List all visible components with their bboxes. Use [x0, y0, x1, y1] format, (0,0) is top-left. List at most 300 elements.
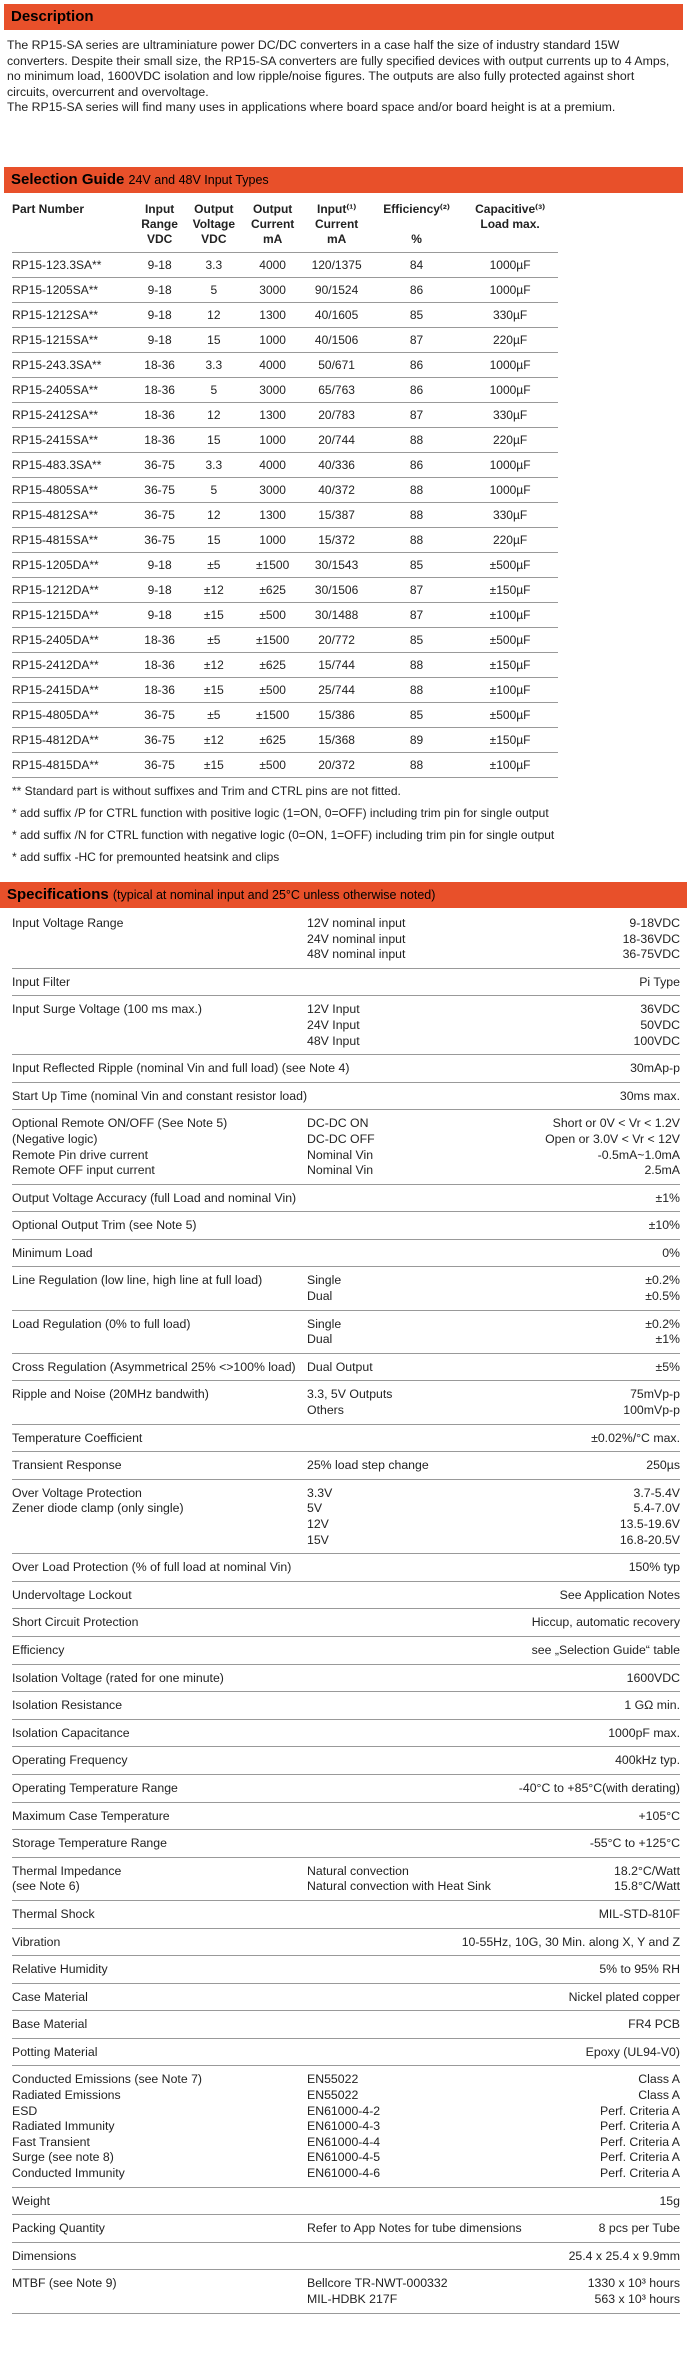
spec-value: [507, 1836, 680, 1852]
spec-line: ±10%: [648, 1218, 680, 1233]
table-cell: 18-36: [134, 652, 184, 677]
spec-line: 100VDC: [633, 1033, 680, 1048]
spec-value: [507, 1615, 680, 1631]
description-title: Description: [11, 8, 94, 25]
spec-row: [12, 916, 680, 969]
spec-row: [12, 1431, 680, 1453]
spec-line: Load Regulation (0% to full load): [12, 1316, 191, 1331]
table-cell: 18-36: [134, 427, 184, 452]
table-cell: RP15-123.3SA**: [12, 252, 134, 277]
table-cell: ±12: [185, 652, 243, 677]
table-cell: 15/372: [302, 527, 371, 552]
spec-line: Short Circuit Protection: [12, 1615, 139, 1630]
spec-condition: [307, 2017, 507, 2033]
spec-value: [507, 916, 680, 963]
spec-line: 18.2°C/Watt: [614, 1863, 680, 1878]
table-cell: 65/763: [302, 377, 371, 402]
spec-line: Transient Response: [12, 1458, 122, 1473]
spec-line: Perf. Criteria A: [600, 2150, 680, 2165]
spec-value: [507, 1962, 680, 1978]
table-cell: 88: [371, 502, 462, 527]
spec-line: Remote OFF input current: [12, 1163, 155, 1178]
table-cell: 85: [371, 627, 462, 652]
spec-line: Perf. Criteria A: [600, 2166, 680, 2181]
table-cell: ±15: [185, 602, 243, 627]
table-cell: ±150µF: [462, 652, 558, 677]
spec-line: 1330 x 10³ hours: [587, 2276, 680, 2291]
spec-line: 1000pF max.: [608, 1725, 680, 1740]
spec-parameter: [12, 1990, 307, 2006]
table-row: [12, 427, 558, 452]
spec-line: FR4 PCB: [628, 2017, 680, 2032]
spec-line: Input Voltage Range: [12, 915, 124, 930]
description-text: [0, 30, 687, 116]
spec-line: 48V nominal input: [307, 947, 406, 962]
table-cell: 1000µF: [462, 252, 558, 277]
table-cell: 9-18: [134, 327, 184, 352]
table-cell: RP15-483.3SA**: [12, 452, 134, 477]
spec-line: Optional Output Trim (see Note 5): [12, 1218, 197, 1233]
spec-row: [12, 2194, 680, 2216]
spec-condition: [307, 1615, 507, 1631]
spec-line: Thermal Shock: [12, 1906, 95, 1921]
spec-condition: [307, 975, 507, 991]
spec-line: Over Load Protection (% of full load at nominal Vin): [12, 1560, 292, 1575]
spec-line: Input Filter: [12, 974, 71, 989]
specifications-header: [0, 882, 687, 908]
spec-condition: [307, 1191, 507, 1207]
spec-parameter: [12, 1458, 307, 1474]
spec-line: 400kHz typ.: [615, 1753, 680, 1768]
spec-parameter: [12, 1089, 307, 1105]
spec-value: [507, 1218, 680, 1234]
table-cell: 9-18: [134, 252, 184, 277]
table-cell: 3.3: [185, 352, 243, 377]
spec-row: [12, 1781, 680, 1803]
table-cell: 86: [371, 277, 462, 302]
spec-line: 3.3, 5V Outputs: [307, 1387, 393, 1402]
table-cell: 5: [185, 277, 243, 302]
table-cell: 87: [371, 402, 462, 427]
spec-row: [12, 1907, 680, 1929]
description-paragraph: The RP15-SA series are ultraminiature power DC/DC converters in a case half the size of industry standard 15W converters. Despite their small size, the RP15-SA converters are fully specified devices with output currents up to 4 Amps, no minimum load, 1600VDC isolation and low ripple/noise figures. The outputs are also fully protected against short circuits, overcurrent and overvoltage.: [7, 38, 670, 99]
table-cell: 20/772: [302, 627, 371, 652]
spec-line: ±0.5%: [645, 1289, 680, 1304]
col-capacitive-load: [462, 193, 558, 253]
spec-row: [12, 1458, 680, 1480]
spec-line: Output Voltage Accuracy (full Load and nominal Vin): [12, 1190, 297, 1205]
spec-condition: [280, 1935, 462, 1951]
spec-line: Efficiency: [12, 1642, 65, 1657]
spec-line: 16.8-20.5V: [619, 1532, 680, 1547]
description-paragraph: The RP15-SA series will find many uses in applications where board space and/or board height is at a premium.: [7, 100, 616, 115]
table-cell: 3.3: [185, 252, 243, 277]
spec-condition: [307, 2194, 507, 2210]
spec-parameter: [12, 1317, 307, 1348]
table-cell: RP15-4812DA**: [12, 727, 134, 752]
table-cell: 1300: [243, 302, 302, 327]
table-cell: 88: [371, 427, 462, 452]
spec-row: [12, 1486, 680, 1554]
spec-parameter: [12, 1935, 280, 1951]
table-row: [12, 527, 558, 552]
header-line: Current: [314, 216, 359, 231]
spec-value: [507, 1588, 680, 1604]
spec-line: Temperature Coefficient: [12, 1430, 143, 1445]
spec-parameter: [12, 2194, 307, 2210]
spec-condition: [307, 916, 507, 963]
table-cell: 1000µF: [462, 352, 558, 377]
table-cell: 40/1605: [302, 302, 371, 327]
table-cell: 15: [185, 527, 243, 552]
table-cell: 220µF: [462, 327, 558, 352]
table-cell: 1000: [243, 427, 302, 452]
spec-line: Dual: [307, 1289, 333, 1304]
spec-line: -0.5mA~1.0mA: [597, 1147, 680, 1162]
spec-row: [12, 1809, 680, 1831]
table-cell: 87: [371, 327, 462, 352]
spec-line: Nominal Vin: [307, 1147, 374, 1162]
table-cell: RP15-4815SA**: [12, 527, 134, 552]
specifications-title: Specifications: [7, 885, 109, 903]
spec-line: 15.8°C/Watt: [614, 1879, 680, 1894]
spec-line: Start Up Time (nominal Vin and constant resistor load): [12, 1088, 308, 1103]
spec-row: [12, 1273, 680, 1310]
table-cell: 88: [371, 477, 462, 502]
spec-line: Hiccup, automatic recovery: [531, 1615, 680, 1630]
table-cell: 88: [371, 652, 462, 677]
spec-line: 50VDC: [640, 1017, 680, 1032]
selection-guide-header: [4, 167, 683, 193]
col-output-voltage: [185, 193, 243, 253]
header-line: Load max.: [480, 216, 540, 231]
table-row: [12, 477, 558, 502]
spec-line: 250µs: [646, 1458, 680, 1473]
table-cell: ±1500: [243, 702, 302, 727]
spec-line: Radiated Emissions: [12, 2088, 121, 2103]
spec-line: Case Material: [12, 1989, 88, 2004]
table-cell: ±1500: [243, 552, 302, 577]
spec-line: 1 GΩ min.: [624, 1698, 680, 1713]
spec-line: Others: [307, 1403, 344, 1418]
spec-condition: [307, 1089, 507, 1105]
spec-parameter: [12, 1218, 307, 1234]
spec-line: Cross Regulation (Asymmetrical 25% <>100% load): [12, 1359, 296, 1374]
spec-line: ±1%: [655, 1190, 680, 1205]
table-cell: 87: [371, 577, 462, 602]
spec-value: [507, 1643, 680, 1659]
table-row: [12, 552, 558, 577]
table-cell: 3000: [243, 377, 302, 402]
spec-line: Isolation Resistance: [12, 1698, 123, 1713]
spec-row: [12, 1191, 680, 1213]
spec-line: Short or 0V < Vr < 1.2V: [552, 1116, 680, 1131]
table-cell: 1000µF: [462, 277, 558, 302]
table-row: [12, 402, 558, 427]
spec-line: 3.3V: [307, 1485, 333, 1500]
spec-line: EN61000-4-5: [307, 2150, 381, 2165]
table-cell: RP15-1215DA**: [12, 602, 134, 627]
spec-line: Input Reflected Ripple (nominal Vin and full load) (see Note 4): [12, 1061, 350, 1076]
col-input-range: [134, 193, 184, 253]
spec-line: 8 pcs per Tube: [598, 2221, 680, 2236]
table-cell: RP15-1212DA**: [12, 577, 134, 602]
table-cell: ±12: [185, 727, 243, 752]
header-line: mA: [326, 231, 347, 246]
spec-parameter: [12, 1560, 307, 1576]
spec-value: [507, 2194, 680, 2210]
table-cell: 3.3: [185, 452, 243, 477]
spec-line: Single: [307, 1273, 342, 1288]
spec-line: Epoxy (UL94-V0): [585, 2044, 680, 2059]
spec-parameter: [12, 1246, 307, 1262]
table-cell: 9-18: [134, 577, 184, 602]
table-cell: 15/387: [302, 502, 371, 527]
spec-line: ±0.2%: [645, 1316, 680, 1331]
table-cell: 15/386: [302, 702, 371, 727]
spec-row: [12, 1698, 680, 1720]
table-cell: RP15-4815DA**: [12, 752, 134, 777]
selection-guide-title: Selection Guide: [11, 170, 125, 188]
table-row: [12, 752, 558, 777]
spec-line: DC-DC OFF: [307, 1131, 375, 1146]
spec-line: 15V: [307, 1532, 329, 1547]
spec-row: [12, 1116, 680, 1184]
table-cell: 86: [371, 377, 462, 402]
spec-parameter: [12, 1671, 307, 1687]
spec-row: [12, 1089, 680, 1111]
table-cell: RP15-1215SA**: [12, 327, 134, 352]
spec-row: [12, 1935, 680, 1957]
spec-line: Input Surge Voltage (100 ms max.): [12, 1002, 203, 1017]
spec-line: 30ms max.: [619, 1088, 680, 1103]
spec-line: Potting Material: [12, 2044, 98, 2059]
spec-row: [12, 1061, 680, 1083]
spec-value: [507, 1360, 680, 1376]
table-cell: 40/336: [302, 452, 371, 477]
spec-row: [12, 1836, 680, 1858]
spec-line: MIL-STD-810F: [598, 1906, 680, 1921]
spec-line: Ripple and Noise (20MHz bandwith): [12, 1387, 209, 1402]
spec-condition: [307, 1458, 507, 1474]
table-cell: 9-18: [134, 552, 184, 577]
table-cell: 84: [371, 252, 462, 277]
header-line: mA: [262, 231, 283, 246]
table-cell: 3000: [243, 277, 302, 302]
spec-value: [507, 1116, 680, 1178]
spec-condition: [307, 1726, 507, 1742]
table-cell: 4000: [243, 252, 302, 277]
spec-line: EN61000-4-4: [307, 2134, 381, 2149]
footnote: ** Standard part is without suffixes and Trim and CTRL pins are not fitted.: [12, 783, 401, 798]
spec-condition: [307, 1643, 507, 1659]
table-cell: ±500µF: [462, 552, 558, 577]
spec-parameter: [12, 2017, 307, 2033]
spec-line: Open or 3.0V < Vr < 12V: [545, 1131, 680, 1146]
table-cell: 15/368: [302, 727, 371, 752]
spec-row: [12, 2045, 680, 2067]
table-cell: ±1500: [243, 627, 302, 652]
spec-line: See Application Notes: [559, 1587, 680, 1602]
header-line: Voltage: [192, 216, 236, 231]
table-row: [12, 302, 558, 327]
spec-line: ±1%: [655, 1332, 680, 1347]
spec-condition: [307, 1317, 507, 1348]
spec-line: Storage Temperature Range: [12, 1836, 167, 1851]
spec-line: 25.4 x 25.4 x 9.9mm: [568, 2248, 680, 2263]
spec-line: 30mAp-p: [630, 1061, 680, 1076]
spec-row: [12, 2072, 680, 2187]
table-cell: 90/1524: [302, 277, 371, 302]
spec-line: 24V nominal input: [307, 931, 406, 946]
table-cell: 18-36: [134, 352, 184, 377]
spec-value: [507, 2045, 680, 2061]
spec-value: [507, 1864, 680, 1895]
spec-line: Relative Humidity: [12, 1962, 108, 1977]
spec-line: EN55022: [307, 2072, 359, 2087]
datasheet-page: [0, 4, 687, 2314]
header-line: Part Number: [12, 201, 85, 216]
selection-guide-table: [12, 193, 558, 778]
spec-parameter: [12, 1781, 307, 1797]
table-cell: RP15-2412SA**: [12, 402, 134, 427]
spec-line: +105°C: [638, 1808, 680, 1823]
spec-parameter: [12, 1698, 307, 1714]
spec-line: 10-55Hz, 10G, 30 Min. along X, Y and Z: [461, 1934, 680, 1949]
spec-value: [507, 1002, 680, 1049]
spec-value: [507, 1907, 680, 1923]
table-cell: 36-75: [134, 752, 184, 777]
spec-parameter: [12, 1726, 307, 1742]
table-cell: 120/1375: [302, 252, 371, 277]
table-cell: 9-18: [134, 277, 184, 302]
spec-parameter: [12, 1907, 307, 1923]
spec-parameter: [12, 2045, 307, 2061]
table-cell: RP15-4805SA**: [12, 477, 134, 502]
spec-line: Isolation Capacitance: [12, 1725, 130, 1740]
spec-value: [507, 2072, 680, 2181]
spec-parameter: [12, 2072, 307, 2181]
spec-value: [507, 1781, 680, 1797]
header-line: Current: [250, 216, 295, 231]
spec-line: Nickel plated copper: [568, 1989, 680, 2004]
table-cell: 330µF: [462, 502, 558, 527]
table-cell: 88: [371, 752, 462, 777]
spec-parameter: [12, 975, 307, 991]
spec-line: Thermal Impedance: [12, 1863, 122, 1878]
table-cell: ±100µF: [462, 677, 558, 702]
table-cell: 1000µF: [462, 477, 558, 502]
table-cell: 86: [371, 452, 462, 477]
spec-row: [12, 1643, 680, 1665]
table-row: [12, 677, 558, 702]
spec-line: Perf. Criteria A: [600, 2103, 680, 2118]
spec-condition: [307, 1962, 507, 1978]
table-cell: RP15-1212SA**: [12, 302, 134, 327]
spec-row: [12, 975, 680, 997]
table-cell: ±500: [243, 752, 302, 777]
spec-condition: [307, 1588, 507, 1604]
table-cell: 36-75: [134, 477, 184, 502]
table-cell: 9-18: [134, 602, 184, 627]
table-cell: 50/671: [302, 352, 371, 377]
spec-value: [507, 1061, 680, 1077]
table-cell: ±15: [185, 677, 243, 702]
spec-line: -55°C to +125°C: [589, 1836, 680, 1851]
spec-condition: [307, 2045, 507, 2061]
header-line: Output: [194, 201, 234, 216]
spec-line: 13.5-19.6V: [619, 1517, 680, 1531]
table-cell: 1000µF: [462, 377, 558, 402]
spec-parameter: [12, 1809, 307, 1825]
spec-condition: [307, 1486, 507, 1548]
spec-line: 9-18VDC: [629, 915, 680, 930]
table-cell: RP15-1205DA**: [12, 552, 134, 577]
table-cell: 88: [371, 527, 462, 552]
spec-parameter: [12, 1643, 307, 1659]
spec-line: 150% typ: [628, 1560, 680, 1575]
table-cell: RP15-2405DA**: [12, 627, 134, 652]
spec-condition: [307, 1116, 507, 1178]
table-cell: 30/1543: [302, 552, 371, 577]
spec-line: ±0.02%/°C max.: [591, 1430, 680, 1445]
table-cell: 36-75: [134, 527, 184, 552]
table-cell: 36-75: [134, 502, 184, 527]
spec-line: Bellcore TR-NWT-000332: [307, 2276, 448, 2291]
table-cell: 15: [185, 427, 243, 452]
spec-condition: [307, 2221, 522, 2237]
table-cell: 36-75: [134, 452, 184, 477]
table-row: [12, 502, 558, 527]
spec-parameter: [12, 1191, 307, 1207]
table-cell: 15: [185, 327, 243, 352]
table-row: [12, 602, 558, 627]
spec-row: [12, 1360, 680, 1382]
spec-row: [12, 1387, 680, 1424]
spec-line: EN61000-4-6: [307, 2166, 381, 2181]
selection-guide-subtitle: 24V and 48V Input Types: [128, 172, 269, 187]
spec-value: [507, 1431, 680, 1447]
spec-row: [12, 1218, 680, 1240]
spec-row: [12, 1962, 680, 1984]
table-cell: RP15-2415SA**: [12, 427, 134, 452]
spec-row: [12, 1726, 680, 1748]
specifications-subtitle: (typical at nominal input and 25°C unless otherwise noted): [112, 887, 436, 902]
spec-line: Natural convection with Heat Sink: [307, 1879, 491, 1894]
spec-line: 48V Input: [307, 1033, 360, 1048]
spec-line: Class A: [638, 2072, 680, 2087]
header-line: Range: [141, 216, 178, 231]
col-efficiency: [371, 193, 462, 253]
footnote: * add suffix -HC for premounted heatsink and clips: [12, 849, 280, 864]
table-cell: ±15: [185, 752, 243, 777]
col-output-current: [243, 193, 302, 253]
spec-line: Operating Temperature Range: [12, 1780, 178, 1795]
spec-line: Conducted Immunity: [12, 2166, 125, 2181]
spec-line: (see Note 6): [12, 1879, 80, 1894]
spec-row: [12, 1002, 680, 1055]
spec-line: Remote Pin drive current: [12, 1147, 149, 1162]
spec-line: Dual Output: [307, 1359, 373, 1374]
table-cell: 5: [185, 377, 243, 402]
table-row: [12, 327, 558, 352]
table-cell: 88: [371, 677, 462, 702]
table-cell: 40/372: [302, 477, 371, 502]
spec-condition: [307, 1698, 507, 1714]
spec-line: Perf. Criteria A: [600, 2134, 680, 2149]
spec-condition: [307, 1387, 507, 1418]
table-cell: ±625: [243, 727, 302, 752]
